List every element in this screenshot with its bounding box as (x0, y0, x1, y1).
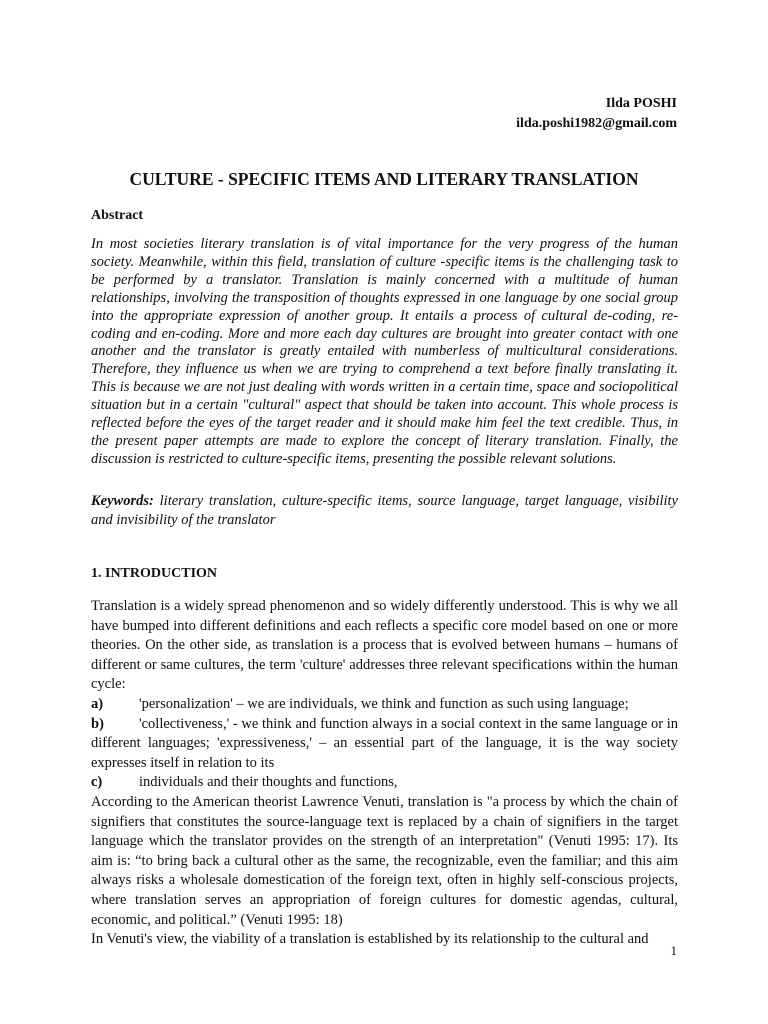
list-text-c: individuals and their thoughts and functions, (139, 774, 398, 791)
section-heading-introduction: 1. INTRODUCTION (91, 566, 218, 581)
keywords-text: literary translation, culture-specific items, source language, target language, visibility and invisibility of the translator (91, 493, 678, 528)
list-text-a: 'personalization' – we are individuals, we think and function as such using language; (139, 695, 629, 712)
keywords-line (91, 492, 678, 530)
author-block (516, 94, 677, 134)
keywords-label: Keywords: (91, 493, 154, 509)
list-marker-c: c) (91, 774, 103, 791)
intro-paragraph-2: According to the American theorist Lawrence Venuti, translation is "a process by which the chain of signifiers that constitutes the source-language text is replaced by a chain of signifiers in the target language which the translator provides on the strength of an interpretation" (Venuti 1995: 17). Its aim is: “to bring back a cultural other as the same, the recognizable, even the familiar; and this aim always risks a wholesale domestication of the foreign text, often in highly self-conscious projects, where translation serves an appropriation of foreign cultures for domestic agendas, cultural, economic, and political.” (Venuti 1995: 18) (91, 793, 678, 928)
introduction-body (91, 597, 678, 950)
list-item-b (91, 715, 678, 774)
abstract-heading: Abstract (91, 208, 144, 223)
page-number: 1 (670, 943, 677, 958)
list-item-c (91, 773, 678, 793)
intro-paragraph-3: In Venuti's view, the viability of a translation is established by its relationship to the cultural and (91, 931, 649, 948)
list-item-a (91, 695, 678, 715)
author-email: ilda.poshi1982@gmail.com (516, 116, 677, 131)
list-marker-a: a) (91, 695, 104, 712)
abstract-text: In most societies literary translation is of vital importance for the very progress of the human society. Meanwhile, within this field, translation of culture -specific items is the challenging task to be performed by a translator. Translation is mainly concerned with a multitude of human relationships, involving the transposition of thoughts expressed in one language by one social group into the appropriate expression of another group. It entails a process of cultural de-coding, re-coding and en-coding. More and more each day cultures are brought into greater contact with one another and the translator is greatly entailed with numberless of multicultural considerations. Therefore, they influence us when we are trying to comprehend a text before finally translating it. This is because we are not just dealing with words written in a certain time, space and sociopolitical situation but in a certain "cultural" aspect that should be taken into account. This whole process is reflected before the eyes of the target reader and it should make him feel the text credible. Thus, in the present paper attempts are made to explore the concept of literary translation. Finally, the discussion is restricted to culture-specific items, presenting the possible relevant solutions. (91, 236, 678, 467)
paper-title: CULTURE - SPECIFIC ITEMS AND LITERARY TRANSLATION (129, 169, 639, 189)
author-name: Ilda POSHI (605, 96, 677, 111)
list-marker-b: b) (91, 715, 104, 732)
list-text-b: 'collectiveness,' - we think and function always in a social context in the same language or in different languages; 'expressiveness,' – an essential part of the language, it is the way society expresses itself in relation to its (91, 715, 678, 771)
intro-paragraph-1: Translation is a widely spread phenomenon and so widely differently understood. This is why we all have bumped into different definitions and each reflects a specific core model based on one or more theories. On the other side, as translation is a process that is evolved between humans – humans of different or same cultures, the term 'culture' addresses three relevant specifications within the human cycle: (91, 598, 678, 693)
